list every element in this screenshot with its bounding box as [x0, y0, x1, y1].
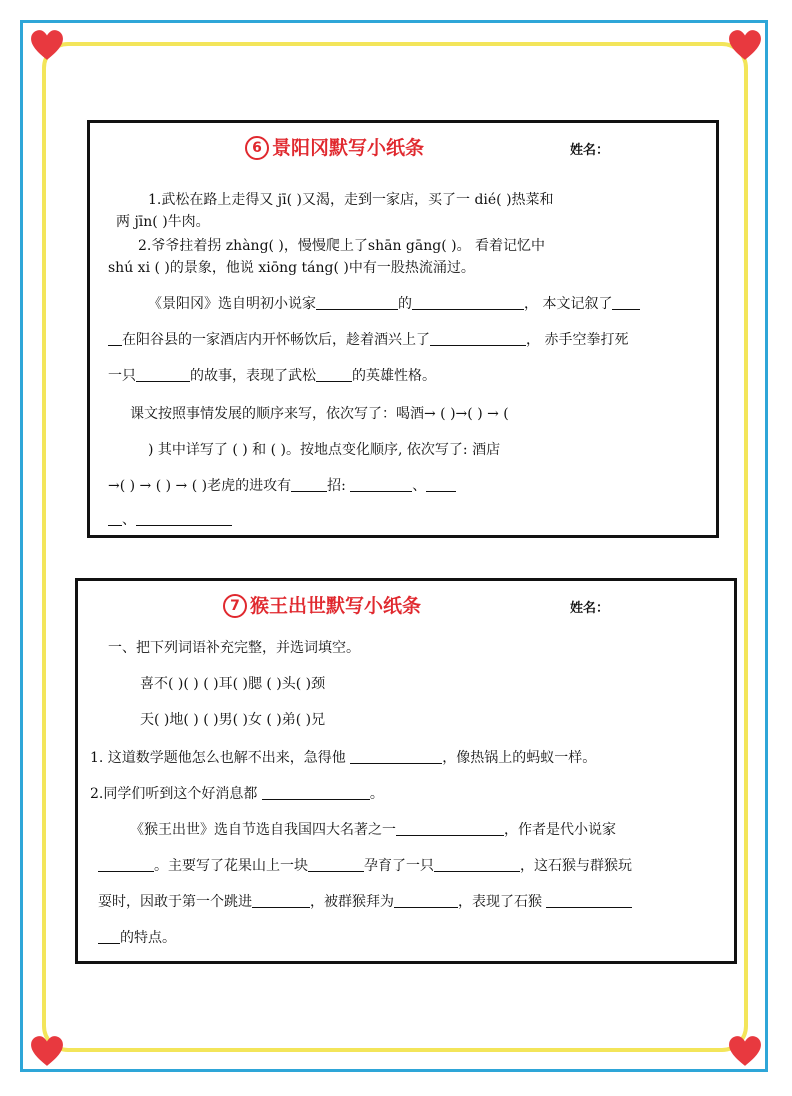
card-title: [223, 591, 421, 618]
text-line: [108, 477, 456, 495]
blank-line: [394, 893, 458, 908]
title-number: 7: [223, 594, 247, 618]
blank-line: [426, 477, 456, 492]
text-seg: ，像热锅上的蚂蚁一样。: [442, 750, 597, 766]
blank-line: [412, 295, 524, 310]
blank-line: [350, 477, 412, 492]
text-seg: 的特点。: [120, 930, 176, 946]
text-seg: 的英雄性格。: [352, 368, 436, 384]
text-line: [98, 857, 632, 875]
blank-line: [262, 785, 370, 800]
card-title: [245, 133, 424, 160]
blank-line: [612, 295, 640, 310]
text-seg: 1. 这道数学题他怎么也解不出来，急得他: [90, 750, 346, 766]
text-seg: 孕育了一只: [364, 858, 434, 874]
card-jingyanggang: [87, 120, 719, 538]
text-seg: 的故事，表现了武松: [190, 368, 316, 384]
heart-icon: [30, 28, 64, 62]
text-seg: 《景阳冈》选自明初小说家: [148, 296, 316, 312]
text-seg: →( ) → ( ) → ( )老虎的进攻有: [108, 478, 292, 494]
blank-line: [434, 857, 520, 872]
name-label: 姓名：: [570, 601, 610, 616]
blank-line: [291, 477, 327, 492]
text-line: ) 其中详写了 ( ) 和 ( )。按地点变化顺序, 依次写了: 酒店: [148, 442, 501, 458]
blank-line: [316, 367, 352, 382]
text-seg: 招:: [327, 478, 346, 494]
text-line: 两 jīn( )牛肉。: [116, 214, 210, 230]
blank-line: [252, 893, 310, 908]
text-line: [98, 893, 632, 911]
name-label: 姓名：: [570, 143, 610, 158]
text-seg: ，表现了石猴: [458, 894, 542, 910]
text-line: 1.武松在路上走得又 jī( )又渴，走到一家店，买了一 dié( )热菜和: [148, 192, 554, 208]
card-houwangchushi: [75, 578, 737, 964]
text-seg: 《猴王出世》选自节选自我国四大名著之一: [130, 822, 396, 838]
text-seg: ，作者是代小说家: [504, 822, 616, 838]
heart-icon: [30, 1034, 64, 1068]
blank-line: [98, 857, 154, 872]
text-seg: ，被群猴拜为: [310, 894, 394, 910]
text-line: 天( )地( ) ( )男( )女 ( )弟( )兄: [140, 712, 326, 728]
title-text: 景阳冈默写小纸条: [272, 137, 425, 159]
blank-line: [98, 929, 120, 944]
text-line: [90, 785, 384, 803]
text-line: [108, 511, 232, 529]
text-line: shú xi ( )的景象，他说 xiōng táng( )中有一股热流涌过。: [108, 260, 475, 276]
text-seg: 一只: [108, 368, 136, 384]
text-line: 一、把下列词语补充完整，并选词填空。: [108, 640, 360, 656]
title-number: 6: [245, 136, 269, 160]
text-seg: 。主要写了花果山上一块: [154, 858, 308, 874]
text-seg: ， 本文记叙了: [524, 296, 613, 312]
blank-line: [136, 367, 190, 382]
blank-line: [108, 511, 122, 526]
blank-line: [350, 749, 442, 764]
heart-icon: [728, 1034, 762, 1068]
text-seg: ， 赤手空拳打死: [526, 332, 629, 348]
title-text: 猴王出世默写小纸条: [250, 595, 422, 617]
text-seg: 。: [369, 786, 384, 802]
text-line: [130, 821, 616, 839]
text-seg: 、: [122, 512, 136, 528]
text-line: [108, 331, 628, 349]
heart-icon: [728, 28, 762, 62]
text-line: [90, 749, 596, 767]
text-line: 2.爷爷拄着拐 zhàng( )，慢慢爬上了shān gāng( )。 看着记忆中: [138, 238, 546, 254]
blank-line: [546, 893, 632, 908]
blank-line: [316, 295, 398, 310]
text-seg: 的: [398, 296, 412, 312]
text-line: [108, 367, 436, 385]
text-line: [98, 929, 176, 947]
blank-line: [136, 511, 232, 526]
text-seg: 在阳谷县的一家酒店内开怀畅饮后，趁着酒兴上了: [122, 332, 430, 348]
blank-line: [108, 331, 122, 346]
text-seg: 耍时，因敢于第一个跳进: [98, 894, 252, 910]
text-line: 喜不( )( ) ( )耳( )腮 ( )头( )颈: [140, 676, 326, 692]
text-seg: ，这石猴与群猴玩: [520, 858, 632, 874]
blank-line: [308, 857, 364, 872]
text-line: 课文按照事情发展的顺序来写，依次写了：喝酒→ ( )→( ) → (: [130, 406, 509, 422]
text-line: [148, 295, 640, 313]
blank-line: [396, 821, 504, 836]
text-seg: 2.同学们听到这个好消息都: [90, 786, 258, 802]
blank-line: [430, 331, 526, 346]
text-seg: 、: [412, 478, 427, 494]
